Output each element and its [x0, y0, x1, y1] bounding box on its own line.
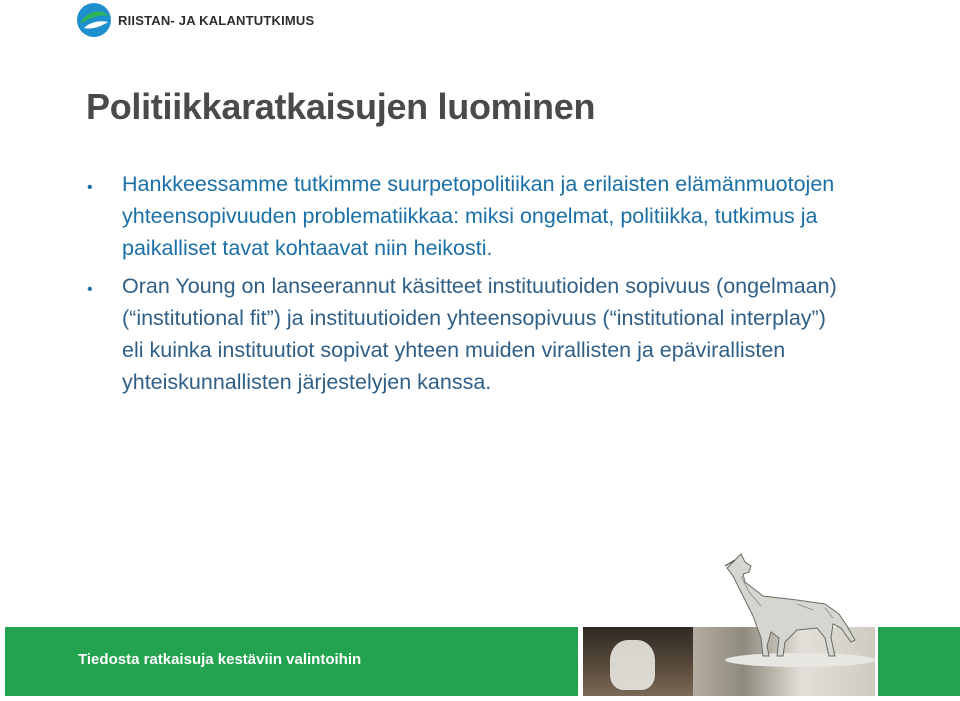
- howling-wolf-illustration: [705, 552, 880, 670]
- bullet-item: [86, 270, 846, 398]
- bullet-text: Oran Young on lanseerannut käsitteet instituutioiden sopivuus (ongelmaan) (“institutional fit”) ja instituutioiden yhteensopivuus (“institutional interplay”) eli kuinka instituutiot sopivat yhteen muiden virallisten ja epävirallisten yhteiskunnallisten järjestelyjen kanssa.: [122, 274, 837, 394]
- footer-photo-animal: [610, 640, 655, 690]
- slide-title: Politiikkaratkaisujen luominen: [86, 86, 596, 127]
- bullet-item: [86, 168, 846, 264]
- bullet-dot: •: [87, 281, 93, 298]
- bullet-text: Hankkeessamme tutkimme suurpetopolitiikan ja erilaisten elämänmuotojen yhteensopivuuden problematiikkaa: miksi ongelmat, politiikka, tutkimus ja paikalliset tavat kohtaavat niin heikosti.: [122, 172, 835, 260]
- bullet-list: [86, 168, 846, 398]
- logo: [76, 2, 314, 38]
- footer-green-block: [878, 627, 960, 696]
- footer-tagline: Tiedosta ratkaisuja kestäviin valintoihin: [78, 651, 362, 668]
- bullet-dot: •: [87, 179, 93, 196]
- fish-logo-icon: [76, 2, 112, 38]
- logo-text: RIISTAN- JA KALANTUTKIMUS: [118, 12, 315, 28]
